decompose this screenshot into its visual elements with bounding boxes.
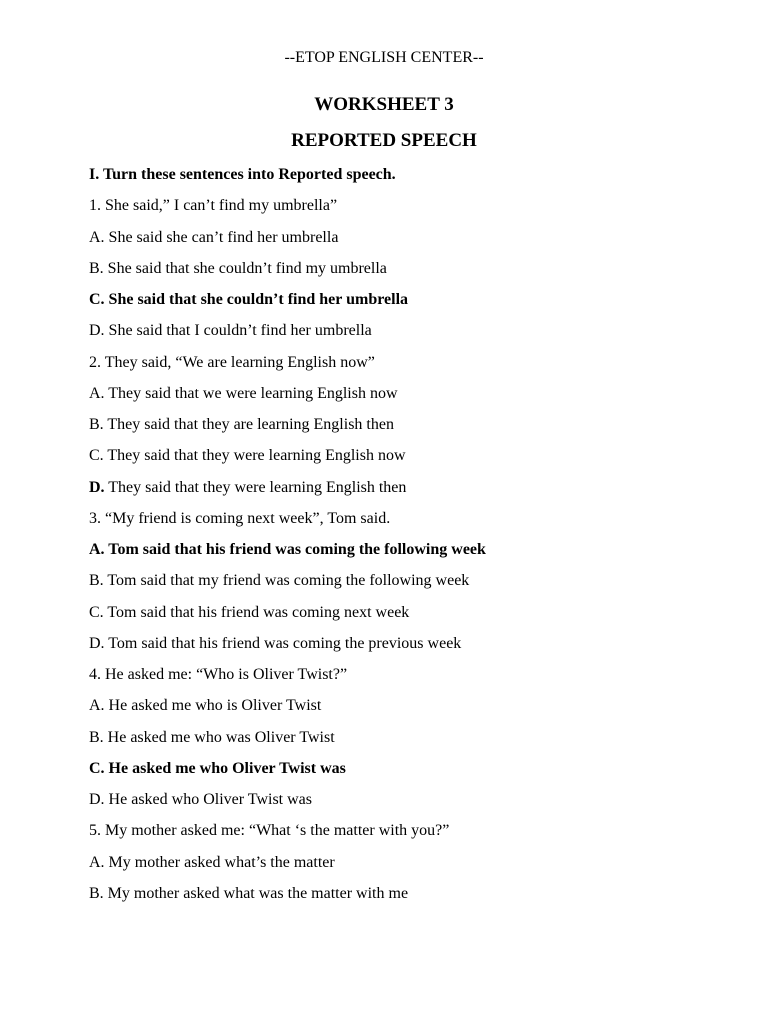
option-1d: D. She said that I couldn’t find her umbrella bbox=[89, 322, 372, 340]
option-2a: A. They said that we were learning English now bbox=[89, 384, 398, 402]
question-3: 3. “My friend is coming next week”, Tom said. bbox=[89, 509, 391, 527]
center-name: --ETOP ENGLISH CENTER-- bbox=[284, 49, 484, 66]
option-3b: B. Tom said that my friend was coming the following week bbox=[89, 572, 470, 590]
option-2b: B. They said that they are learning English then bbox=[89, 416, 394, 433]
worksheet-subtitle: REPORTED SPEECH bbox=[291, 130, 477, 151]
option-5b: B. My mother asked what was the matter with me bbox=[89, 884, 409, 902]
option-3d: D. Tom said that his friend was coming the previous week bbox=[89, 634, 462, 652]
exercise-content bbox=[89, 164, 729, 914]
option-2d-text: They said that they were learning English then bbox=[104, 478, 407, 496]
option-4d: D. He asked who Oliver Twist was bbox=[89, 791, 312, 808]
option-1a: A. She said she can’t find her umbrella bbox=[89, 228, 339, 246]
option-2d-answer bbox=[89, 477, 729, 508]
section-heading: I. Turn these sentences into Reported speech. bbox=[89, 166, 396, 183]
worksheet-title: WORKSHEET 3 bbox=[314, 94, 454, 115]
option-5a: A. My mother asked what’s the matter bbox=[89, 853, 335, 871]
question-5: 5. My mother asked me: “What ‘s the matter with you?” bbox=[89, 822, 450, 840]
option-2c: C. They said that they were learning English now bbox=[89, 447, 406, 465]
option-1c-answer: C. She said that she couldn’t find her umbrella bbox=[89, 291, 409, 308]
question-4: 4. He asked me: “Who is Oliver Twist?” bbox=[89, 666, 348, 683]
option-4a: A. He asked me who is Oliver Twist bbox=[89, 697, 322, 715]
question-2: 2. They said, “We are learning English now” bbox=[89, 353, 375, 371]
option-1b: B. She said that she couldn’t find my umbrella bbox=[89, 259, 387, 277]
question-1: 1. She said,” I can’t find my umbrella” bbox=[89, 197, 338, 215]
option-4b: B. He asked me who was Oliver Twist bbox=[89, 728, 335, 746]
option-3a-answer: A. Tom said that his friend was coming the following week bbox=[89, 541, 486, 558]
option-3c: C. Tom said that his friend was coming next week bbox=[89, 603, 410, 621]
option-2d-label: D. bbox=[89, 478, 105, 496]
option-4c-answer: C. He asked me who Oliver Twist was bbox=[89, 759, 346, 777]
